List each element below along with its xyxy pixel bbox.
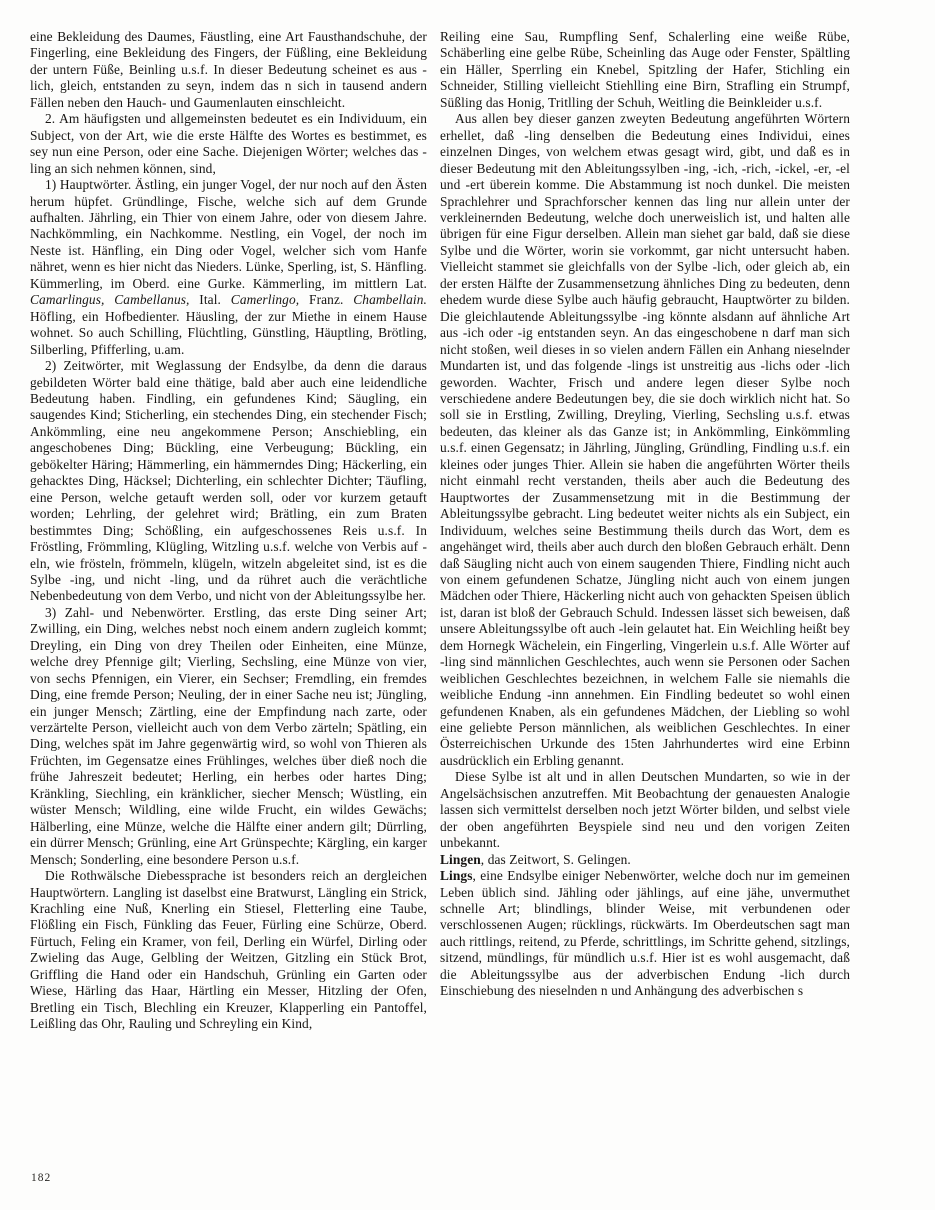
- text-run: Franz.: [299, 292, 354, 308]
- text-run: Diese Sylbe ist alt und in allen Deutschen Mundarten, so wie in der Angelsächsischen anzutreffen. Mit Beobachtung der genauesten Analogie lassen sich vermittelst derselben noch jetzt Wörter bilden, und selbst viele der oben angeführten Beyspiele sind neu und den vorigen Zeiten unbekannt.: [440, 769, 850, 851]
- text-run: Aus allen bey dieser ganzen zweyten Bedeutung angeführten Wörtern erhellet, daß -ling denselben die Bedeutung eines Individui, eines einzelnen Dinges, von welchem etwas gesagt wird, gibt, und daß es in dieser Bedeutung mit den Ableitungssylben -ing, -ich, -rich, -ickel, -er, -el und -ert überein komme. Die Abstammung ist noch dunkel. Die meisten Sprachlehrer und Sprachforscher kennen das ling nur allein unter der verkleinernden Bedeutung, welche doch unerweislich ist, und halten alle übrigen für eine Figur derselben. Allein man siehet gar bald, daß sie diese Sylbe und die Wörter, worin sie vorkommt, gar nicht untersucht haben. Vielleicht stammet sie gleichfalls von der Sylbe -lich, oder gleich ab, ein der ersten Hälfte der Zusammensetzung ähnliches Ding zu bedeuten, denn ehedem wurde diese Sylbe auch häufig gebraucht, Hauptwörter zu bilden. Die gleichlautende Ableitungssylbe -ing könnte alsdann auf ähnliche Art aus -ich oder -ig entstanden seyn. An das eingeschobene n darf man sich nicht stoßen, weil dieses in so vielen andern Fällen ein Anhang nieselnder Mundarten ist, und das folgende -lings ist unstreitig aus -lichs oder -lich geworden. Wachter, Frisch und andere legen dieser Sylbe noch verschiedene andere Bedeutungen bey, die sie doch wirklich nicht hat. So soll sie in Erstling, Zwilling, Dreyling, Vierling, Sechsling u.s.f. etwas bedeuten, das kleiner als das Ganze ist; in Ankömmling, Einkömmling u.s.f. einen Gegensatz; in Jährling, Jüngling, Gründling, Findling u.s.f. ein kleines oder junges Thier. Allein sie haben die angeführten Wörter theils nicht einmahl recht verstanden, theils aber auch die Bedeutung des Hauptwortes der Zusammensetzung mit in die Bestimmung der Ableitungssylbe gebracht. Ling bedeutet weiter nichts als ein Subject, ein Individuum, welches seine Bestimmung theils durch das Wort, dem es angehänget wird, theils aber auch durch den bloßen Gebrauch erhält. Denn daß Säugling nicht auch von einem saugenden Thiere, Findling nicht auch von einem gefundenen Schatze, Jüngling nicht auch von einem jungen Mädchen oder Thiere, Häckerling nicht auch von gehackten Speisen üblich ist, daran ist bloß der Gebrauch Schuld. Indessen lässet sich beweisen, daß unsere Ableitungssylbe oft auch -lein gelautet hat. Ein Weichling heißt bey dem Hornegk Wächelein, ein Fingerling, Vingerlein u.s.f. Alle Wörter auf -ling sind männlichen Geschlechtes, auch wenn sie Personen oder Sachen weiblichen Geschlechtes bezeichnen, in welchem Falle sie niemahls die weibliche Endung -inn annehmen. Ein Findling bedeutet so wohl einen gefundenen Knaben, als ein gefundenes Mädchen, der Liebling so wohl eine geliebte Person männlichen, als weiblichen Geschlechtes. In einer Österreichischen Urkunde des 15ten Jahrhundertes wird eine Erbinn ausdrücklich ein Erbling genannt.: [440, 111, 850, 768]
- text-run: Ital.: [189, 292, 231, 308]
- text-run: , eine Endsylbe einiger Nebenwörter, welche doch nur im gemeinen Leben üblich sind. Jähling oder jählings, auf eine jähe, unvermuthet schnelle Art; blindlings, blinder Weise, mit verbundenen oder verschlossenen Augen; rücklings, rückwärts. Im Oberdeutschen sagt man auch rittlings, reitend, zu Pferde, schrittlings, im Schritte gehend, sitzlings, sitzend, mündlings, für mündlich u.s.f. Hier ist es wohl ausgemacht, daß die Ableitungssylbe aus der adverbischen Endung -lich durch Einschiebung des nieselnden n und Anhängung des adverbischen s: [440, 868, 850, 999]
- text-run: , das Zeitwort, S. Gelingen.: [480, 851, 631, 867]
- text-run: eine Bekleidung des Daumes, Fäustling, eine Art Fausthandschuhe, der Fingerling, eine Bekleidung des Fingers, der Füßling, eine Bekleidung der untern Füße, Beinling u.s.f. In dieser Bedeutung scheinet es aus -lich, gleich, entstanden zu seyn, indem das n sich in tausend andern Fällen neben den Hauch- und Gaumenlauten einschleicht.: [30, 29, 427, 110]
- column-right: [440, 29, 850, 1033]
- text-run: 3) Zahl- und Nebenwörter. Erstling, das erste Ding seiner Art; Zwilling, ein Ding, welches nebst noch einem andern zugleich kommt; Dreyling, ein Ding von drey Theilen oder Einheiten, eine Münze, welche drey Pfennige gilt; Vierling, Sechsling, eine Münze von vier, von sechs Pfennigen, ein Vierer, ein Sechser; Fremdling, ein fremdes Ding, eine fremde Person; Neuling, der in einer Sache neu ist; Jüngling, ein junger Mensch; Zärtling, eine der Empfindung nach zarte, oder verzärtelte Person, vielleicht auch von dem Verbo zärteln; Spätling, ein Ding, welches spät im Jahre gegenwärtig wird, so wohl von Thieren als Früchten, im Gegensatze eines Frühlinges, welches über dieß noch die frühe Jahreszeit bedeutet; Herling, ein herbes oder hartes Ding; Kränkling, Siechling, ein kränklicher, siecher Mensch; Wüstling, ein wüster Mensch; Wildling, eine wilde Frucht, ein wildes Gewächs; Hälberling, eine Münze, welche die Hälfte einer andern gilt; Dürrling, ein dürrer Mensch; Grünling, eine Art Grünspechte; Kärgling, ein karger Mensch; Sonderling, eine besondere Person u.s.f.: [30, 604, 427, 867]
- text-run: Die Rothwälsche Diebessprache ist besonders reich an dergleichen Hauptwörtern. Langling ist daselbst eine Bratwurst, Längling ein Strick, Krachling eine Nuß, Knerling ein Stiesel, Fletterling eine Taube, Flößling ein Fisch, Fünkling das Feuer, Fürling eine Schürze, Oberd. Fürtuch, Feling ein Kramer, von feil, Derling ein Würfel, Dirling oder Zwieling das Auge, Gelbling der Weitzen, Gitzling ein Stück Brot, Griffling die Hand oder ein Handschuh, Grünling ein Garten oder Wiese, Härling das Haar, Härtling ein Messer, Hitzling der Ofen, Bretling ein Tisch, Blechling ein Kreuzer, Klapperling ein Pantoffel, Leißling das Ohr, Rauling und Schreyling ein Kind,: [30, 868, 427, 1032]
- paragraph: [30, 605, 427, 868]
- paragraph: [440, 111, 850, 769]
- text-run: Reiling eine Sau, Rumpfling Senf, Schalerling eine weiße Rübe, Schäberling eine gelbe Rübe, Scheinling das Auge oder Fenster, Spältling ein Häller, Sperrling ein Knebel, Spitzling der Hafer, Stichling ein Schneider, Stilling vielleicht Stiehlling eine Birn, Strafling ein Strumpf, Süßling das Honig, Tritlling der Schuh, Weitling die Beinkleider u.s.f.: [440, 29, 850, 110]
- text-run: 2) Zeitwörter, mit Weglassung der Endsylbe, da denn die daraus gebildeten Wörter bald eine thätige, bald aber auch eine leidendliche Bedeutung haben. Findling, ein gefundenes Kind; Säugling, ein saugendes Kind; Sticherling, ein stechendes Ding, ein stechender Fisch; Ankömmling, eine neu angekommene Person; Anschiebling, ein angeschobenes Ding; Bückling, eine Verbeugung; Bückling, ein gebökelter Häring; Hämmerling, ein hämmerndes Ding; Häckerling, ein gehacktes Ding, Häcksel; Dichterling, ein schlechter Dichter; Täufling, eine Person, welche getauft werden soll, oder vor kurzem getauft worden; Lehrling, der gelehret wird; Brätling, ein zum Braten bestimmtes Ding; Schößling, ein aufgeschossenes Reis u.s.f. In Fröstling, Frömmling, Klügling, Witzling u.s.f. welche von Verbis auf -eln, wie frösteln, frömmeln, klügeln, witzeln abgeleitet sind, ist es die Sylbe -ing, und nicht -ling, und da rühret auch die verächtliche Nebenbedeutung von dem Verbo, und nicht von der Ableitungssylbe her.: [30, 358, 427, 604]
- text-run: 2. Am häufigsten und allgemeinsten bedeutet es ein Individuum, ein Subject, von der Art, wie die erste Hälfte des Wortes es bestimmet, es sey nun eine Person, oder eine Sache. Diejenigen Wörter; welches das -ling an sich nehmen können, sind,: [30, 111, 427, 176]
- paragraph: [30, 29, 427, 111]
- text-run: Camerlingo,: [230, 292, 300, 308]
- paragraph: [440, 29, 850, 111]
- headword: Lingen: [440, 851, 481, 867]
- column-left: [30, 29, 427, 1033]
- headword: Lings: [440, 868, 473, 884]
- page-number: 182: [31, 1172, 52, 1184]
- text-run: Chambellain.: [353, 292, 427, 308]
- paragraph: [440, 769, 850, 851]
- paragraph: [30, 177, 427, 358]
- paragraph: [30, 111, 427, 177]
- paragraph: [440, 868, 850, 1000]
- paragraph: [440, 852, 850, 868]
- paragraph: [30, 868, 427, 1033]
- text-run: Höfling, ein Hofbedienter. Häusling, der zur Miethe in einem Hause wohnet. So auch Schilling, Flüchtling, Günstling, Häuptling, Brötling, Silberling, Pfifferling, u.am.: [30, 308, 427, 357]
- text-run: 1) Hauptwörter. Ästling, ein junger Vogel, der nur noch auf den Ästen herum hüpfet. Gründlinge, Fische, welche sich auf dem Grunde aufhalten. Jährling, ein Thier von einem Jahre, oder von diesem Jahre. Nachkömmling, ein Nachkomme. Nestling, ein Vogel, der noch im Neste ist. Hänfling, ein Ding oder Vogel, welcher sich vom Hanfe nähret, wenn es hier nicht das Nieders. Lünke, Sperling, ist, S. Hänfling. Kümmerling, im Oberd. eine Gurke. Kämmerling, im mittlern Lat.: [30, 177, 427, 291]
- paragraph: [30, 358, 427, 605]
- text-run: Camarlingus, Cambellanus,: [30, 292, 190, 308]
